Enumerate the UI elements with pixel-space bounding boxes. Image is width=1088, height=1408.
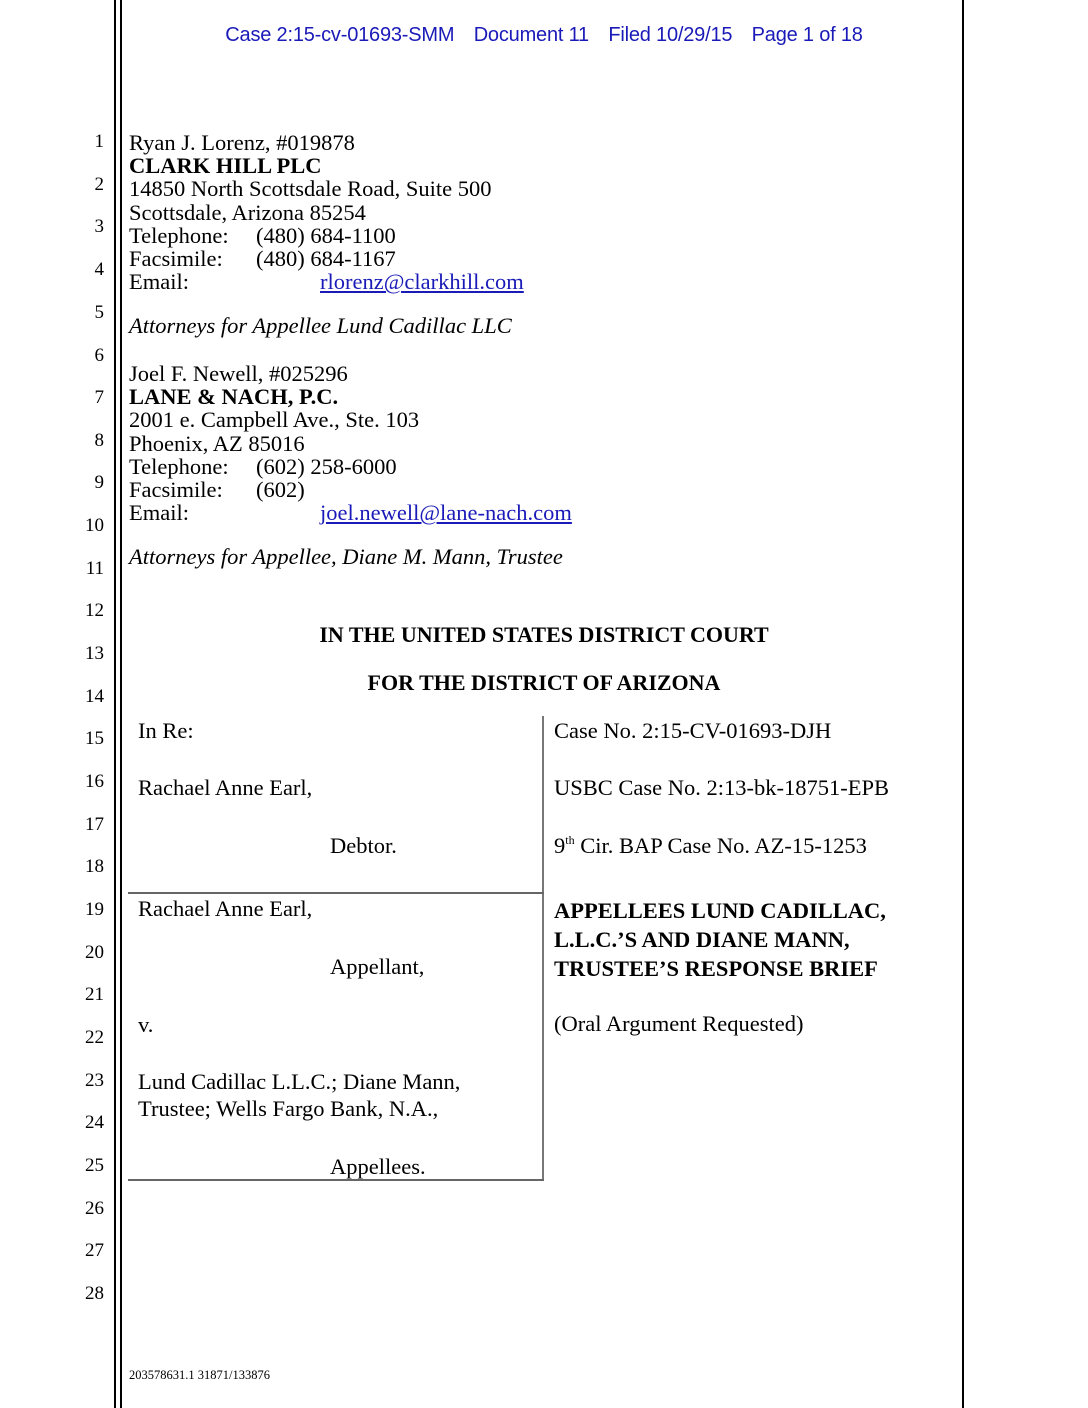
email-label: Email:	[129, 269, 189, 295]
court-name-line-1: IN THE UNITED STATES DISTRICT COURT	[319, 622, 769, 647]
fax-row	[129, 478, 572, 501]
caption-in-re: In Re:	[138, 718, 194, 743]
telephone-row	[129, 224, 524, 247]
brief-title	[554, 896, 886, 983]
court-name-line-2: FOR THE DISTRICT OF ARIZONA	[367, 670, 721, 695]
oral-argument-note: (Oral Argument Requested)	[554, 1011, 804, 1036]
brief-title-line-3: TRUSTEE’S RESPONSE BRIEF	[554, 956, 878, 981]
email-row	[129, 501, 572, 524]
address-line-2: Scottsdale, Arizona 85254	[129, 199, 366, 225]
line-number: 25	[85, 1155, 104, 1176]
line-number: 17	[85, 814, 104, 835]
line-number: 9	[94, 472, 104, 493]
line-number: 10	[85, 515, 104, 536]
line-number: 12	[85, 600, 104, 621]
line-number: 8	[94, 430, 104, 451]
line-number: 19	[85, 899, 104, 920]
brief-title-line-1: APPELLEES LUND CADILLAC,	[554, 898, 886, 923]
address-line-1: 14850 North Scottsdale Road, Suite 500	[129, 176, 492, 202]
right-margin-rule	[962, 0, 964, 1408]
stamp-page: Page 1 of 18	[751, 24, 863, 46]
caption-versus: v.	[138, 1012, 154, 1037]
fax-value: (602)	[256, 477, 305, 503]
bankruptcy-case-number: USBC Case No. 2:13-bk-18751-EPB	[554, 775, 890, 800]
email-link[interactable]: joel.newell@lane-nach.com	[320, 500, 572, 526]
telephone-value: (480) 684-1100	[256, 222, 396, 248]
line-number: 7	[94, 387, 104, 408]
line-number: 2	[94, 174, 104, 195]
district-case-number: Case No. 2:15-CV-01693-DJH	[554, 718, 832, 743]
bap-ordinal-suffix: th	[565, 833, 575, 847]
firm-name: CLARK HILL PLC	[129, 153, 322, 179]
left-margin-rule-inner	[120, 0, 122, 1408]
line-number: 24	[85, 1112, 104, 1133]
email-row	[129, 270, 524, 293]
line-number: 4	[94, 259, 104, 280]
line-number: 28	[85, 1283, 104, 1304]
address-line-1: 2001 e. Campbell Ave., Ste. 103	[129, 407, 420, 433]
stamp-filed: Filed 10/29/15	[608, 24, 733, 46]
line-number: 20	[85, 942, 104, 963]
document-id-footer: 203578631.1 31871/133876	[129, 1368, 270, 1382]
attorney-name: Joel F. Newell, #025296	[129, 361, 348, 386]
line-number: 11	[85, 558, 104, 579]
bap-circuit-number: 9	[554, 833, 566, 858]
ecf-header-stamp	[0, 24, 1088, 47]
counsel-block-clark-hill	[129, 131, 524, 338]
line-number: 18	[85, 856, 104, 877]
line-number: 27	[85, 1240, 104, 1261]
telephone-row	[129, 455, 572, 478]
attorney-name: Ryan J. Lorenz, #019878	[129, 130, 355, 155]
caption-appellees-line-2: Trustee; Wells Fargo Bank, N.A.,	[138, 1096, 439, 1121]
line-number: 13	[85, 643, 104, 664]
caption-appellant-label: Appellant,	[330, 954, 425, 979]
fax-row	[129, 247, 524, 270]
caption-appellees-line-1: Lund Cadillac L.L.C.; Diane Mann,	[138, 1069, 461, 1094]
line-number: 15	[85, 728, 104, 749]
line-number: 22	[85, 1027, 104, 1048]
firm-name: LANE & NACH, P.C.	[129, 384, 339, 410]
caption-appellees-label: Appellees.	[330, 1154, 426, 1179]
line-number: 3	[94, 216, 104, 237]
email-label: Email:	[129, 500, 189, 526]
telephone-label: Telephone:	[129, 453, 229, 479]
fax-label: Facsimile:	[129, 246, 223, 272]
email-link[interactable]: rlorenz@clarkhill.com	[320, 269, 524, 295]
caption-debtor-label: Debtor.	[330, 833, 397, 858]
fax-value: (480) 684-1167	[256, 246, 396, 272]
left-margin-rule-outer	[114, 0, 116, 1408]
telephone-value: (602) 258-6000	[256, 453, 397, 479]
line-number: 26	[85, 1198, 104, 1219]
caption-debtor-name: Rachael Anne Earl,	[138, 775, 313, 800]
line-number: 5	[94, 302, 104, 323]
bap-case-number	[554, 833, 867, 859]
line-number: 6	[94, 345, 104, 366]
caption-vertical-divider	[542, 716, 544, 1181]
address-line-2: Phoenix, AZ 85016	[129, 430, 305, 456]
counsel-block-lane-nach	[129, 362, 572, 569]
line-number: 16	[85, 771, 104, 792]
counsel-role: Attorneys for Appellee, Diane M. Mann, Trustee	[129, 544, 563, 570]
fax-label: Facsimile:	[129, 477, 223, 503]
bap-case-text: Cir. BAP Case No. AZ-15-1253	[574, 833, 867, 858]
line-number: 23	[85, 1070, 104, 1091]
caption-mid-rule	[128, 892, 544, 894]
counsel-role: Attorneys for Appellee Lund Cadillac LLC	[129, 313, 512, 339]
stamp-document: Document 11	[473, 24, 589, 46]
telephone-label: Telephone:	[129, 222, 229, 248]
stamp-case: Case 2:15-cv-01693-SMM	[225, 24, 455, 46]
caption-appellant-name: Rachael Anne Earl,	[138, 896, 313, 921]
line-number: 1	[94, 131, 104, 152]
line-number: 14	[85, 686, 104, 707]
brief-title-line-2: L.L.C.’S AND DIANE MANN,	[554, 927, 850, 952]
line-number: 21	[85, 984, 104, 1005]
